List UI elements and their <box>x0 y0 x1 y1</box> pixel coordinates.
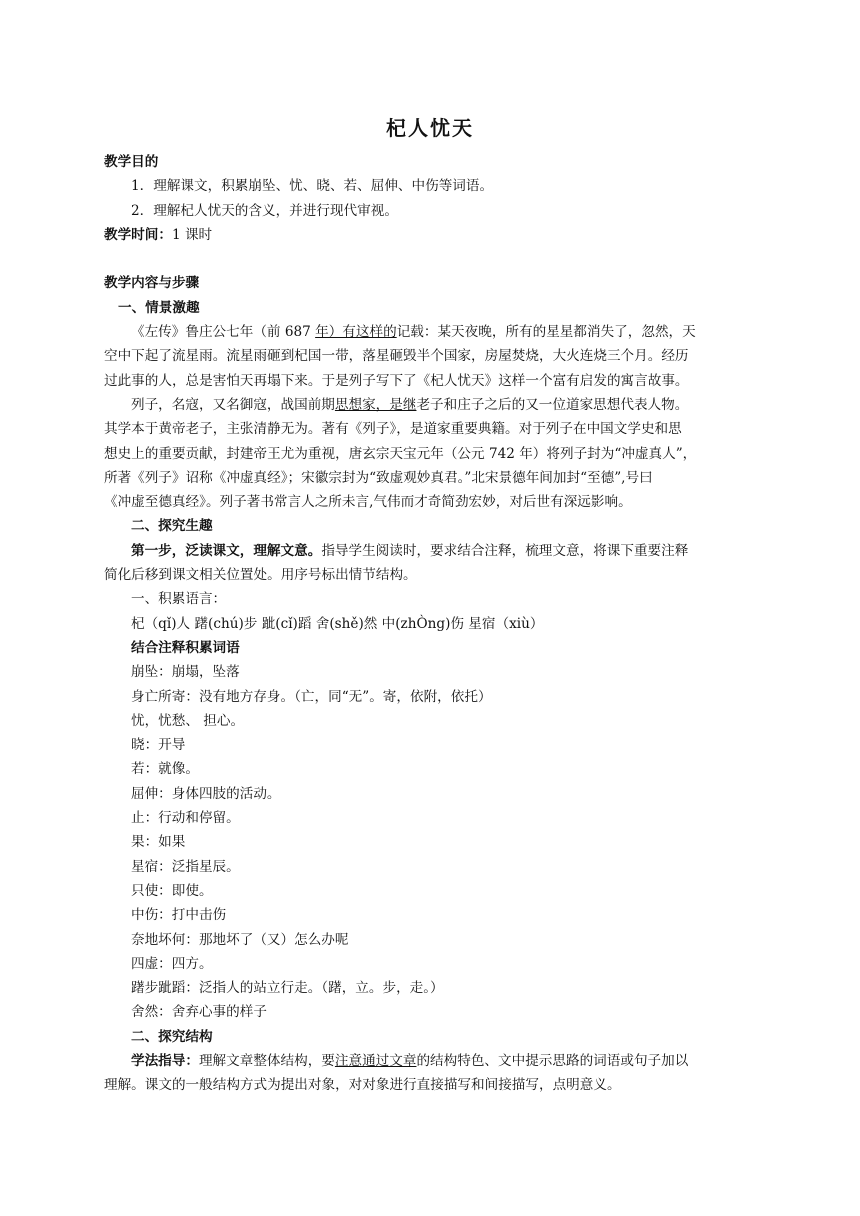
vocab-item: 躇步跐蹈：泛指人的站立行走。（躇，立。步，走。） <box>131 980 444 997</box>
part1-p1-line1 <box>104 320 758 344</box>
step1-line2: 简化后移到课文相关位置处。用序号标出情节结构。 <box>104 567 417 584</box>
vocab-item: 忧，忧愁、 担心。 <box>131 712 245 729</box>
bold-text: 第一步，泛读课文，理解文意。 <box>131 542 322 559</box>
text-span: 理解文章整体结构，要 <box>198 1052 335 1069</box>
accumulate-heading: 一、积累语言： <box>131 591 227 608</box>
part1-p2-line5: 《冲虚至德真经》。列子著书常言人之所未言,气伟而才奇简劲宏妙，对后世有深远影响。 <box>104 494 632 511</box>
vocab-heading: 结合注释积累词语 <box>131 639 240 656</box>
vocab-item: 屈伸：身体四肢的活动。 <box>131 785 281 802</box>
vocab-item: 中伤：打中击伤 <box>131 907 227 924</box>
vocab-item: 若：就像。 <box>131 761 199 778</box>
underlined-text: 年）有这样的 <box>315 324 397 341</box>
vocab-item: 晓：开导 <box>131 737 186 754</box>
text-span: 列子，名寇，又名御寇，战国前期 <box>131 396 335 413</box>
part1-p2-line3: 想史上的重要贡献，封建帝王尤为重视，唐玄宗天宝元年（公元 742 年）将列子封为“冲虚真人”， <box>104 445 697 462</box>
underlined-text: 注意通过文章 <box>334 1052 417 1069</box>
part3-line2: 理解。课文的一般结构方式为提出对象，对对象进行直接描写和间接描写，点明意义。 <box>104 1077 621 1094</box>
part1-p1-line2: 空中下起了流星雨。流星雨砸到杞国一带，落星砸毁半个国家，房屋焚烧，大火连烧三个月。经历 <box>104 348 689 365</box>
vocab-item: 星宿：泛指星辰。 <box>131 858 240 875</box>
part1-p2-line2: 其学本于黄帝老子，主张清静无为。著有《列子》，是道家重要典籍。对于列子在中国文学史和思 <box>104 421 682 438</box>
pinyin-line: 杞（qǐ)人 躇(chú)步 跐(cǐ)蹈 舍(shě)然 中(zhÒng)伤 星宿（xiù） <box>131 615 544 632</box>
part1-p1-line3: 过此事的人，总是害怕天再塌下来。于是列子写下了《杞人忧天》这样一个富有启发的寓言故事。 <box>104 372 689 389</box>
vocab-item: 果：如果 <box>131 834 186 851</box>
text-span: 《左传》鲁庄公七年（前 687 <box>131 324 316 341</box>
vocab-item: 只使：即使。 <box>131 882 213 899</box>
vocab-item: 止：行动和停留。 <box>131 810 240 827</box>
page-title: 杞人忧天 <box>386 116 474 140</box>
steps-heading: 教学内容与步骤 <box>104 275 200 292</box>
goal-heading: 教学目的 <box>104 154 159 170</box>
goal-item-2: 2．理解杞人忧天的含义，并进行现代审视。 <box>131 202 398 219</box>
bold-text: 学法指导： <box>131 1052 199 1069</box>
time-label: 教学时间： <box>104 226 172 243</box>
underlined-text: 思想家，是继 <box>334 396 417 413</box>
spacer <box>104 247 758 271</box>
vocab-item: 身亡所寄：没有地方存身。（亡，同“无”。寄，依附，依托） <box>131 688 492 705</box>
text-span: 指导学生阅读时，要求结合注释，梳理文意，将课下重要注释 <box>321 542 689 559</box>
goal-item-1: 1．理解课文，积累崩坠、忧、晓、若、屈伸、中伤等词语。 <box>131 178 494 195</box>
part1-heading: 一、情景激趣 <box>118 299 200 316</box>
vocab-item: 奈地坏何：那地坏了（又）怎么办呢 <box>131 931 349 948</box>
document-body <box>104 150 758 1098</box>
text-span: 老子和庄子之后的又一位道家思想代表人物。 <box>416 396 689 413</box>
vocab-item: 崩坠：崩塌，坠落 <box>131 664 240 681</box>
part3-line1 <box>104 1049 758 1073</box>
vocab-item: 舍然：舍弃心事的样子 <box>131 1004 267 1021</box>
time-value: 1 课时 <box>171 226 213 243</box>
part1-p2-line1 <box>104 393 758 417</box>
teaching-time <box>104 223 758 247</box>
vocab-item: 四虚：四方。 <box>131 955 213 972</box>
part2-heading: 二、探究生趣 <box>131 518 213 535</box>
text-span: 记载：某天夜晚，所有的星星都消失了，忽然，天 <box>396 324 696 341</box>
text-span: 的结构特色、文中提示思路的词语或句子加以 <box>416 1052 689 1069</box>
part3-heading: 二、探究结构 <box>131 1028 213 1045</box>
part1-p2-line4: 所著《列子》诏称《冲虚真经》；宋徽宗封为“致虚观妙真君。”北宋景德年间加封“至德”,号曰 <box>104 469 653 486</box>
step1-line1 <box>104 539 758 563</box>
